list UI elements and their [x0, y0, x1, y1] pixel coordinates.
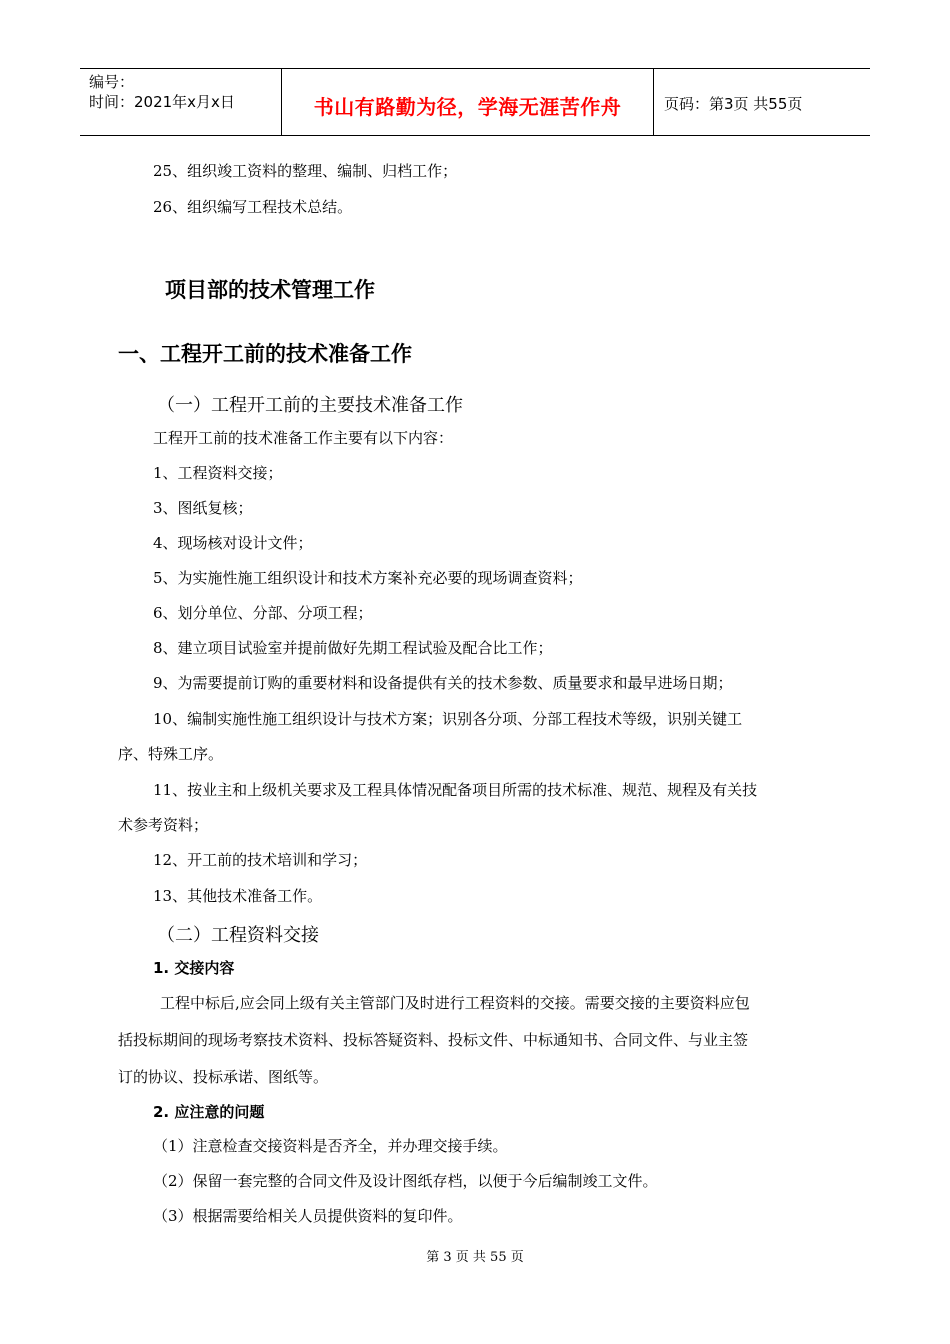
header-motto-cell	[282, 69, 654, 135]
list-item: 3、图纸复核；	[153, 499, 253, 517]
list-item: 5、为实施性施工组织设计和技术方案补充必要的现场调查资料；	[153, 569, 583, 587]
item-11-line-2: 术参考资料；	[118, 816, 209, 834]
heading-issues: 2. 应注意的问题	[153, 1103, 265, 1121]
item-10-line-2: 序、特殊工序。	[118, 745, 224, 763]
section-title: 项目部的技术管理工作	[165, 278, 375, 302]
item-12: 12、开工前的技术培训和学习；	[153, 851, 368, 869]
list-item: 9、为需要提前订购的重要材料和设备提供有关的技术参数、质量要求和最早进场日期；	[153, 674, 733, 692]
subsection-heading-2: （二）工程资料交接	[157, 925, 319, 946]
header-motto: 书山有路勤为径，学海无涯苦作舟	[313, 95, 622, 119]
paragraph-line-1: 工程中标后,应会同上级有关主管部门及时进行工程资料的交接。需要交接的主要资料应包	[160, 994, 750, 1012]
heading-handover-content: 1. 交接内容	[153, 959, 235, 977]
list-item: 1、工程资料交接；	[153, 464, 283, 482]
note-3: （3）根据需要给相关人员提供资料的复印件。	[153, 1207, 463, 1225]
paragraph-line-3: 订的协议、投标承诺、图纸等。	[118, 1068, 329, 1086]
item-10-line-1: 10、编制实施性施工组织设计与技术方案；识别各分项、分部工程技术等级，识别关键工	[153, 710, 743, 728]
document-time-label: 时间：2021年x月x日	[89, 93, 235, 111]
footer-page-number: 第 3 页 共 55 页	[426, 1250, 524, 1265]
header-page-cell	[654, 69, 870, 135]
item-11-line-1: 11、按业主和上级机关要求及工程具体情况配备项目所需的技术标准、规范、规程及有关技	[153, 781, 758, 799]
note-2: （2）保留一套完整的合同文件及设计图纸存档，以便于今后编制竣工文件。	[153, 1172, 658, 1190]
list-item: 4、现场核对设计文件；	[153, 534, 313, 552]
subsection-heading-1: （一）工程开工前的主要技术准备工作	[157, 395, 463, 416]
item-26: 26、组织编写工程技术总结。	[153, 198, 353, 216]
item-13: 13、其他技术准备工作。	[153, 887, 323, 905]
item-25: 25、组织竣工资料的整理、编制、归档工作；	[153, 162, 458, 180]
list-item: 6、划分单位、分部、分项工程；	[153, 604, 373, 622]
note-1: （1）注意检查交接资料是否齐全，并办理交接手续。	[153, 1137, 508, 1155]
document-number-label: 编号：	[89, 73, 135, 91]
header-page-info: 页码：第3页 共55页	[664, 95, 803, 113]
header-left-cell	[80, 69, 282, 135]
header-table	[80, 68, 870, 136]
paragraph-line-2: 括投标期间的现场考察技术资料、投标答疑资料、投标文件、中标通知书、合同文件、与业主签	[118, 1031, 749, 1049]
intro-paragraph: 工程开工前的技术准备工作主要有以下内容：	[153, 429, 454, 447]
chapter-heading: 一、工程开工前的技术准备工作	[118, 342, 412, 366]
list-item: 8、建立项目试验室并提前做好先期工程试验及配合比工作；	[153, 639, 553, 657]
